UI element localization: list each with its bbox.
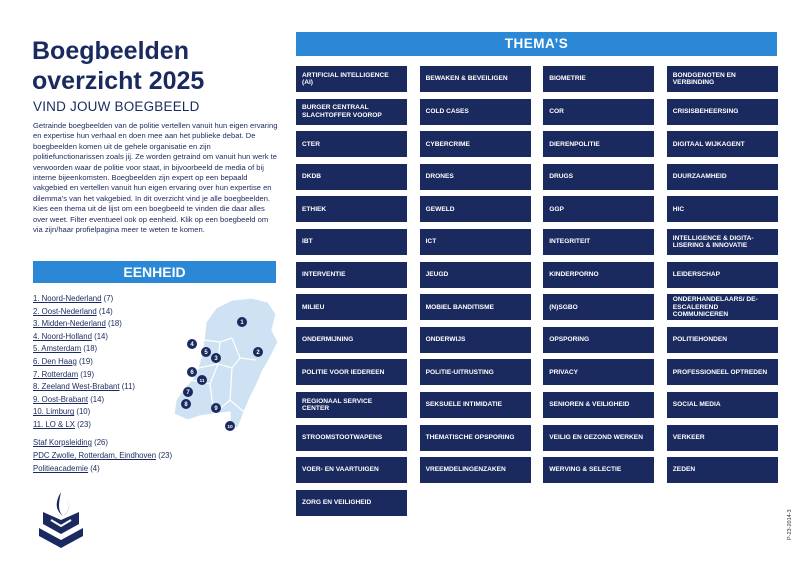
- unit-item-link[interactable]: 10. Limburg: [33, 407, 75, 417]
- extra-item[interactable]: [33, 437, 172, 450]
- theme-button[interactable]: REGIONAAL SERVICE CENTER: [296, 392, 407, 418]
- map-marker[interactable]: [237, 317, 247, 327]
- theme-button[interactable]: ONDERHANDELAARS/ DE-ESCALEREND COMMUNICEREN: [667, 294, 778, 320]
- map-marker-label: 3: [214, 356, 218, 362]
- unit-item[interactable]: [33, 394, 135, 407]
- map-shape: [174, 298, 278, 428]
- unit-item-link[interactable]: 3. Midden-Nederland: [33, 319, 106, 329]
- unit-item-count: (14): [96, 306, 113, 316]
- theme-button[interactable]: IBT: [296, 229, 407, 255]
- unit-item-count: (11): [119, 382, 135, 392]
- netherlands-map: [160, 288, 284, 438]
- map-marker[interactable]: [187, 367, 197, 377]
- extra-item-link[interactable]: PDC Zwolle, Rotterdam, Eindhoven: [33, 450, 157, 460]
- map-marker[interactable]: [187, 339, 197, 349]
- theme-button[interactable]: VERKEER: [667, 425, 778, 451]
- theme-button[interactable]: ARTIFICIAL INTELLIGENCE (AI): [296, 66, 407, 92]
- theme-button[interactable]: CRISISBEHEERSING: [667, 99, 778, 125]
- unit-item[interactable]: [33, 331, 135, 344]
- theme-button[interactable]: JEUGD: [420, 262, 531, 288]
- map-marker[interactable]: [211, 403, 221, 413]
- theme-button[interactable]: ZORG EN VEILIGHEID: [296, 490, 407, 516]
- theme-button[interactable]: DUURZAAMHEID: [667, 164, 778, 190]
- theme-button[interactable]: PRIVACY: [543, 359, 654, 385]
- extra-item-link[interactable]: Politieacademie: [33, 463, 89, 473]
- unit-item-count: (19): [76, 356, 93, 366]
- theme-button[interactable]: DIGITAAL WIJKAGENT: [667, 131, 778, 157]
- unit-item-link[interactable]: 8. Zeeland West-Brabant: [33, 382, 120, 392]
- unit-item-link[interactable]: 7. Rotterdam: [33, 369, 79, 379]
- theme-button[interactable]: INTERVENTIE: [296, 262, 407, 288]
- theme-button[interactable]: VEILIG EN GEZOND WERKEN: [543, 425, 654, 451]
- unit-item[interactable]: [33, 406, 135, 419]
- map-marker[interactable]: [183, 387, 193, 397]
- theme-button[interactable]: POLITIE VOOR IEDEREEN: [296, 359, 407, 385]
- theme-button[interactable]: ONDERMIJNING: [296, 327, 407, 353]
- unit-item-link[interactable]: 6. Den Haag: [33, 356, 77, 366]
- theme-button[interactable]: (N)SGBO: [543, 294, 654, 320]
- theme-button[interactable]: COLD CASES: [420, 99, 531, 125]
- theme-button[interactable]: POLITIE-UITRUSTING: [420, 359, 531, 385]
- themas-heading: THEMA’S: [296, 32, 777, 56]
- extra-list: [33, 437, 172, 475]
- extra-item-link[interactable]: Staf Korpsleiding: [33, 438, 92, 447]
- theme-button[interactable]: CTER: [296, 131, 407, 157]
- unit-item-link[interactable]: 4. Noord-Holland: [33, 331, 92, 341]
- unit-item-count: (23): [74, 419, 91, 429]
- theme-button[interactable]: BURGER CENTRAAL SLACHTOFFER VOOROP: [296, 99, 407, 125]
- theme-button[interactable]: OPSPORING: [543, 327, 654, 353]
- theme-button[interactable]: MILIEU: [296, 294, 407, 320]
- theme-button[interactable]: ICT: [420, 229, 531, 255]
- unit-item-count: (18): [105, 319, 122, 329]
- theme-button[interactable]: ETHIEK: [296, 196, 407, 222]
- map-marker-label: 7: [186, 390, 190, 396]
- unit-item[interactable]: [33, 419, 135, 432]
- map-marker-label: 10: [227, 425, 233, 430]
- theme-button[interactable]: PROFESSIONEEL OPTREDEN: [667, 359, 778, 385]
- map-marker-label: 4: [190, 342, 194, 348]
- extra-item-count: (4): [88, 463, 100, 473]
- unit-item[interactable]: [33, 343, 135, 356]
- theme-button[interactable]: MOBIEL BANDITISME: [420, 294, 531, 320]
- theme-button[interactable]: STROOMSTOOTWAPENS: [296, 425, 407, 451]
- unit-item-count: (19): [78, 369, 95, 379]
- unit-item-count: (7): [101, 294, 114, 303]
- map-marker-label: 11: [199, 379, 205, 384]
- intro-paragraph: Getrainde boegbeelden van de politie vertellen vanuit hun eigen ervaring en expertise hun verhaal en doen mee aan het publieke debat. De boegbeelden komen uit de gehele organisatie en zijn politiefunctionarissen zoals jij. Ze worden getraind om vanuit hun werk te verwoorden waar de politie voor staat, in bijvoorbeeld de media of bij interne bijeenkomsten. Boegbeelden zijn expert op een bepaald vakgebied en vertellen vanuit hun eigen ervaring over hun expertise en dilemma’s van het vakgebied. In dit overzicht vind je alle boegbeelden. Kies een thema uit de lijst om een boegbeeld te vinden die daar alles over weet. Filter eventueel ook op eenheid. Klik op een boegbeeld om via zijn/haar profielpagina meer te weten te komen.: [33, 121, 278, 235]
- theme-button[interactable]: POLITIEHONDEN: [667, 327, 778, 353]
- unit-item[interactable]: [33, 369, 135, 382]
- unit-item[interactable]: [33, 306, 135, 319]
- theme-button[interactable]: VREEMDELINGENZAKEN: [420, 457, 531, 483]
- theme-button[interactable]: DKDB: [296, 164, 407, 190]
- theme-button[interactable]: LEIDERSCHAP: [667, 262, 778, 288]
- unit-item-link[interactable]: 5. Amsterdam: [33, 344, 82, 354]
- unit-item-link[interactable]: 9. Oost-Brabant: [33, 394, 89, 404]
- theme-button[interactable]: SEKSUELE INTIMIDATIE: [420, 392, 531, 418]
- map-marker[interactable]: [225, 421, 235, 431]
- theme-grid: [296, 66, 778, 516]
- map-marker[interactable]: [253, 347, 263, 357]
- unit-item-count: (14): [88, 394, 105, 404]
- unit-item-link[interactable]: 11. LO & LX: [33, 419, 75, 429]
- unit-item-count: (10): [74, 407, 91, 417]
- unit-item-count: (14): [91, 331, 108, 341]
- unit-list: [33, 293, 135, 432]
- theme-button[interactable]: DRUGS: [543, 164, 654, 190]
- theme-button[interactable]: CYBERCRIME: [420, 131, 531, 157]
- map-marker-label: 5: [204, 350, 208, 356]
- theme-button[interactable]: SENIOREN & VEILIGHEID: [543, 392, 654, 418]
- theme-button[interactable]: GEWELD: [420, 196, 531, 222]
- politie-logo-icon: [33, 490, 91, 552]
- map-marker[interactable]: [181, 399, 191, 409]
- extra-item-count: (26): [91, 438, 108, 447]
- eenheid-heading: EENHEID: [33, 261, 276, 283]
- theme-button[interactable]: WERVING & SELECTIE: [543, 457, 654, 483]
- map-marker[interactable]: [211, 353, 221, 363]
- map-marker[interactable]: [201, 347, 211, 357]
- theme-button[interactable]: BONDGENOTEN EN VERBINDING: [667, 66, 778, 92]
- map-marker-label: 1: [240, 320, 244, 326]
- theme-button[interactable]: BEWAKEN & BEVEILIGEN: [420, 66, 531, 92]
- theme-button[interactable]: GGP: [543, 196, 654, 222]
- extra-item[interactable]: [33, 450, 172, 463]
- unit-item-count: (18): [81, 344, 98, 354]
- extra-item-count: (23): [156, 450, 173, 460]
- unit-item-link[interactable]: 2. Oost-Nederland: [33, 306, 97, 316]
- theme-button[interactable]: COR: [543, 99, 654, 125]
- theme-button[interactable]: VOER- EN VAARTUIGEN: [296, 457, 407, 483]
- unit-item[interactable]: [33, 318, 135, 331]
- unit-item[interactable]: [33, 293, 135, 306]
- map-marker-label: 8: [184, 402, 188, 408]
- theme-button[interactable]: DIERENPOLITIE: [543, 131, 654, 157]
- theme-button[interactable]: THEMATISCHE OPSPORING: [420, 425, 531, 451]
- theme-button[interactable]: BIOMETRIE: [543, 66, 654, 92]
- theme-button[interactable]: HIC: [667, 196, 778, 222]
- document-reference: P-23-2014-3: [787, 509, 793, 540]
- map-marker-label: 6: [190, 370, 194, 376]
- theme-button[interactable]: SOCIAL MEDIA: [667, 392, 778, 418]
- unit-item-link[interactable]: 1. Noord-Nederland: [33, 294, 102, 303]
- theme-button[interactable]: ZEDEN: [667, 457, 778, 483]
- theme-button[interactable]: ONDERWIJS: [420, 327, 531, 353]
- unit-item[interactable]: [33, 381, 135, 394]
- page-title: Boegbeelden overzicht 2025: [32, 37, 205, 95]
- map-marker-label: 9: [214, 406, 218, 412]
- map-marker[interactable]: [197, 375, 207, 385]
- theme-button[interactable]: KINDERPORNO: [543, 262, 654, 288]
- theme-button[interactable]: DRONES: [420, 164, 531, 190]
- page-subtitle: VIND JOUW BOEGBEELD: [33, 99, 200, 114]
- extra-item[interactable]: [33, 463, 172, 476]
- unit-item[interactable]: [33, 356, 135, 369]
- theme-button[interactable]: INTELLIGENCE & DIGITA-LISERING & INNOVATIE: [667, 229, 778, 255]
- theme-button[interactable]: INTEGRITEIT: [543, 229, 654, 255]
- map-marker-label: 2: [256, 350, 260, 356]
